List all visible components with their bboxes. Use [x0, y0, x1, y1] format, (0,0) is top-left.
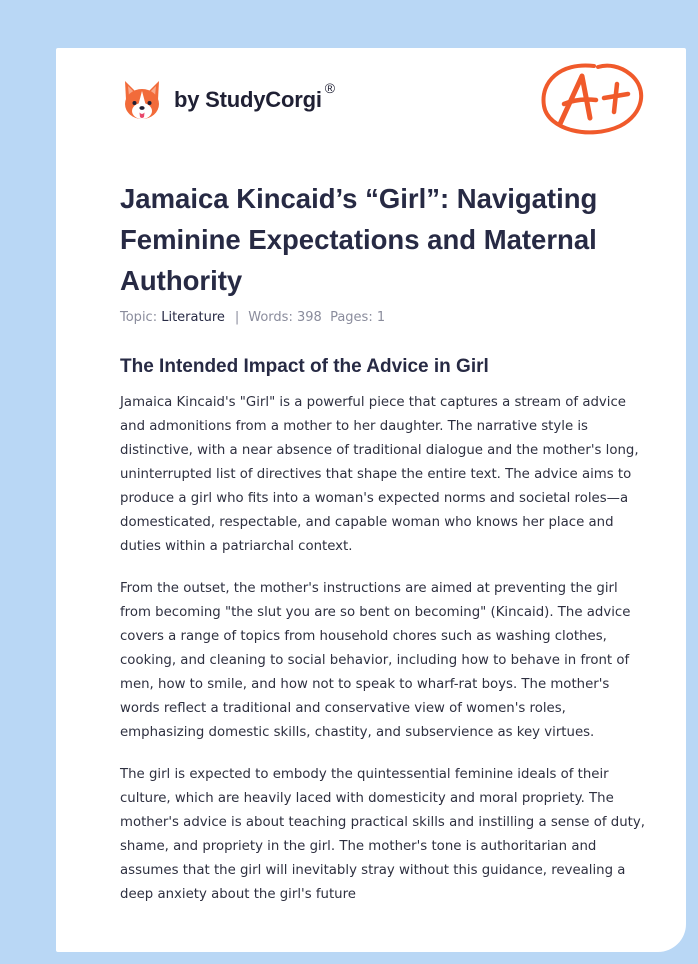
registered-mark: ®: [324, 80, 335, 96]
topic-link[interactable]: Literature: [161, 310, 225, 325]
paragraph-3: The girl is expected to embody the quintessential feminine ideals of their culture, which are heavily laced with domesticity and moral propriety. The mother's advice is about teaching practical skills and instilling a sense of duty, shame, and propriety in the girl. The mother's tone is authoritarian and assumes that the girl will inevitably stray without this guidance, revealing a deep anxiety about the girl's future: [120, 767, 645, 902]
paragraph-1: Jamaica Kincaid's "Girl" is a powerful piece that captures a stream of advice and admonitions from a mother to her daughter. The narrative style is distinctive, with a near absence of traditional dialogue and the mother's long, uninterrupted list of directives that shape the entire text. The advice aims to produce a girl who fits into a woman's expected norms and societal roles—a domesticated, respectable, and capable woman who knows her place and duties within a patriarchal context.: [120, 395, 639, 554]
document-meta: [120, 310, 385, 325]
section-heading: The Intended Impact of the Advice in Girl: [120, 356, 489, 377]
page-title: Jamaica Kincaid’s “Girl”: Navigating Feminine Expectations and Maternal Authority: [120, 183, 598, 296]
paragraph-2: From the outset, the mother's instructions are aimed at preventing the girl from becoming "the slut you are so bent on becoming" (Kincaid). The advice covers a range of topics from household chores such as washing clothes, cooking, and cleaning to social behavior, including how to behave in front of men, how to smile, and how not to speak to wharf-rat boys. The mother's words reflect a traditional and conservative view of women's roles, emphasizing domestic skills, chastity, and subservience as key virtues.: [120, 581, 631, 740]
document-page: [56, 48, 686, 952]
studycorgi-logo[interactable]: [122, 78, 335, 122]
corgi-logo-icon: [122, 78, 162, 122]
brand-name: [174, 80, 335, 113]
brand-text: by StudyCorgi: [174, 87, 322, 112]
meta-separator: |: [234, 310, 240, 325]
words-count: 398: [296, 310, 322, 325]
topic-label: Topic:: [120, 310, 158, 325]
essay-body: [120, 391, 650, 925]
words-label: Words:: [248, 310, 293, 325]
grade-badge: [538, 58, 650, 140]
a-plus-icon: [538, 58, 650, 140]
pages-label: Pages:: [330, 310, 373, 325]
pages-count: 1: [376, 310, 386, 325]
